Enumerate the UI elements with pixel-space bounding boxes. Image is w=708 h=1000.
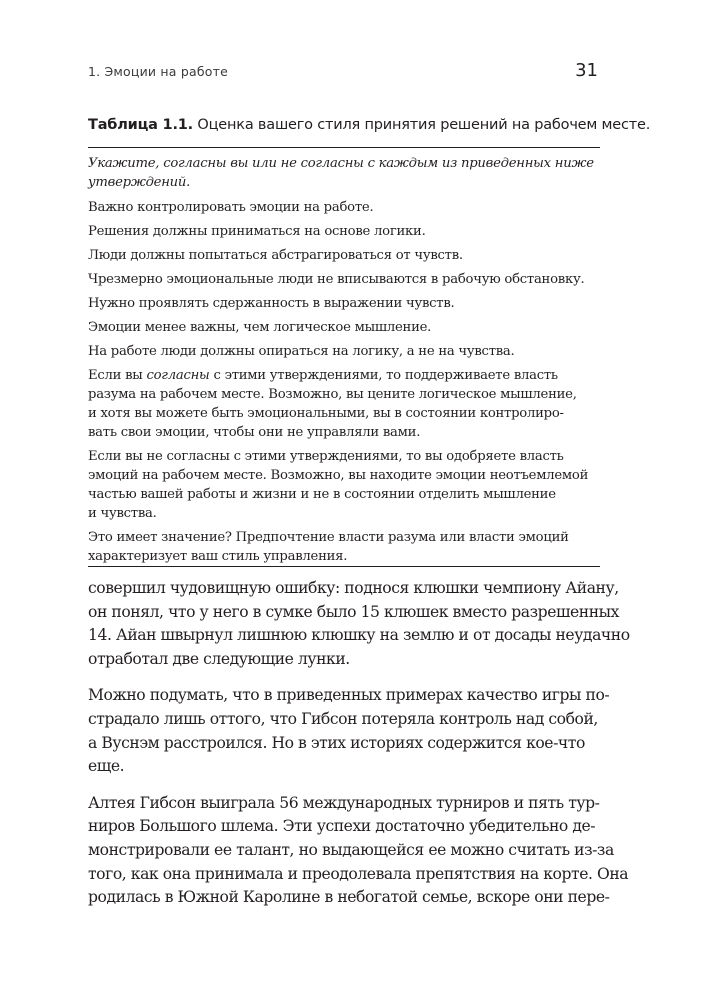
table-caption-label: Таблица 1.1. xyxy=(88,117,193,133)
table-top-rule xyxy=(88,147,600,148)
statement-item: На работе люди должны опираться на логику, а не на чувства. xyxy=(88,344,515,359)
disagree-line: и чувства. xyxy=(88,506,157,521)
body-line: Можно подумать, что в приведенных примерах качество игры по- xyxy=(88,686,610,705)
body-line: монстрировали ее талант, но выдающейся ее можно считать из-за xyxy=(88,840,614,859)
agree-line xyxy=(88,366,600,385)
body-paragraph xyxy=(88,792,629,910)
statement-item: Нужно проявлять сдержанность в выражении чувств. xyxy=(88,296,455,311)
table-caption-text: Оценка вашего стиля принятия решений на рабочем месте. xyxy=(192,117,651,133)
body-line: совершил чудовищную ошибку: поднося клюшки чемпиону Айану, xyxy=(88,579,619,597)
agree-line-start: Если вы xyxy=(88,368,147,383)
disagree-line: эмоций на рабочем месте. Возможно, вы находите эмоции неотъемлемой xyxy=(88,468,589,483)
instruction-line: Укажите, согласны вы или не согласны с каждым из приведенных ниже xyxy=(88,156,594,171)
body-line: отработал две следующие лунки. xyxy=(88,649,350,668)
statement-item: Решения должны приниматься на основе логики. xyxy=(88,224,426,239)
body-line: а Вуснэм расстроился. Но в этих историях содержится кое-что xyxy=(88,733,585,752)
table-bottom-rule xyxy=(88,566,600,567)
statement-item: Важно контролировать эмоции на работе. xyxy=(88,200,374,215)
body-line: ниров Большого шлема. Эти успехи достаточно убедительно де- xyxy=(88,817,596,836)
table-instruction xyxy=(88,154,600,192)
body-paragraph xyxy=(88,577,630,671)
body-line: 14. Айан швырнул лишнюю клюшку на землю и от досады неудачно xyxy=(88,626,630,645)
body-text xyxy=(88,577,630,923)
instruction-line: утверждений. xyxy=(88,175,191,190)
body-line: страдало лишь оттого, что Гибсон потеряла контроль над собой, xyxy=(88,709,598,728)
agree-line: и хотя вы можете быть эмоциональными, вы в состоянии контролиро- xyxy=(88,406,564,421)
table-caption xyxy=(88,117,651,133)
running-head: 1. Эмоции на работе xyxy=(88,64,228,79)
statement-item: Чрезмерно эмоциональные люди не вписываются в рабочую обстановку. xyxy=(88,272,585,287)
disagree-line: частью вашей работы и жизни и не в состоянии отделить мышление xyxy=(88,487,556,502)
body-line: он понял, что у него в сумке было 15 клюшек вместо разрешенных xyxy=(88,602,619,621)
page-number: 31 xyxy=(575,60,598,81)
body-line: еще. xyxy=(88,757,125,776)
agree-line-end: с этими утверждениями, то поддерживаете власть xyxy=(209,368,558,383)
body-line: родилась в Южной Каролине в небогатой семье, вскоре они пере- xyxy=(88,888,610,907)
body-line: Алтея Гибсон выиграла 56 международных турниров и пять тур- xyxy=(88,793,600,812)
body-line: того, как она принимала и преодолевала препятствия на корте. Она xyxy=(88,864,629,883)
conclusion-line: Это имеет значение? Предпочтение власти разума или власти эмоций xyxy=(88,530,569,545)
agree-emphasis: согласны xyxy=(146,368,210,383)
agree-interpretation xyxy=(88,366,600,442)
agree-line: вать свои эмоции, чтобы они не управляли вами. xyxy=(88,425,421,440)
conclusion xyxy=(88,528,600,566)
agree-line: разума на рабочем месте. Возможно, вы цените логическое мышление, xyxy=(88,387,577,402)
statement-item: Эмоции менее важны, чем логическое мышление. xyxy=(88,320,432,335)
conclusion-line: характеризует ваш стиль управления. xyxy=(88,549,348,564)
body-paragraph xyxy=(88,684,610,778)
statement-item: Люди должны попытаться абстрагироваться от чувств. xyxy=(88,248,463,263)
disagree-interpretation xyxy=(88,447,600,523)
disagree-line: Если вы не согласны с этими утверждениями, то вы одобряете власть xyxy=(88,449,564,464)
assessment-table xyxy=(88,154,600,571)
